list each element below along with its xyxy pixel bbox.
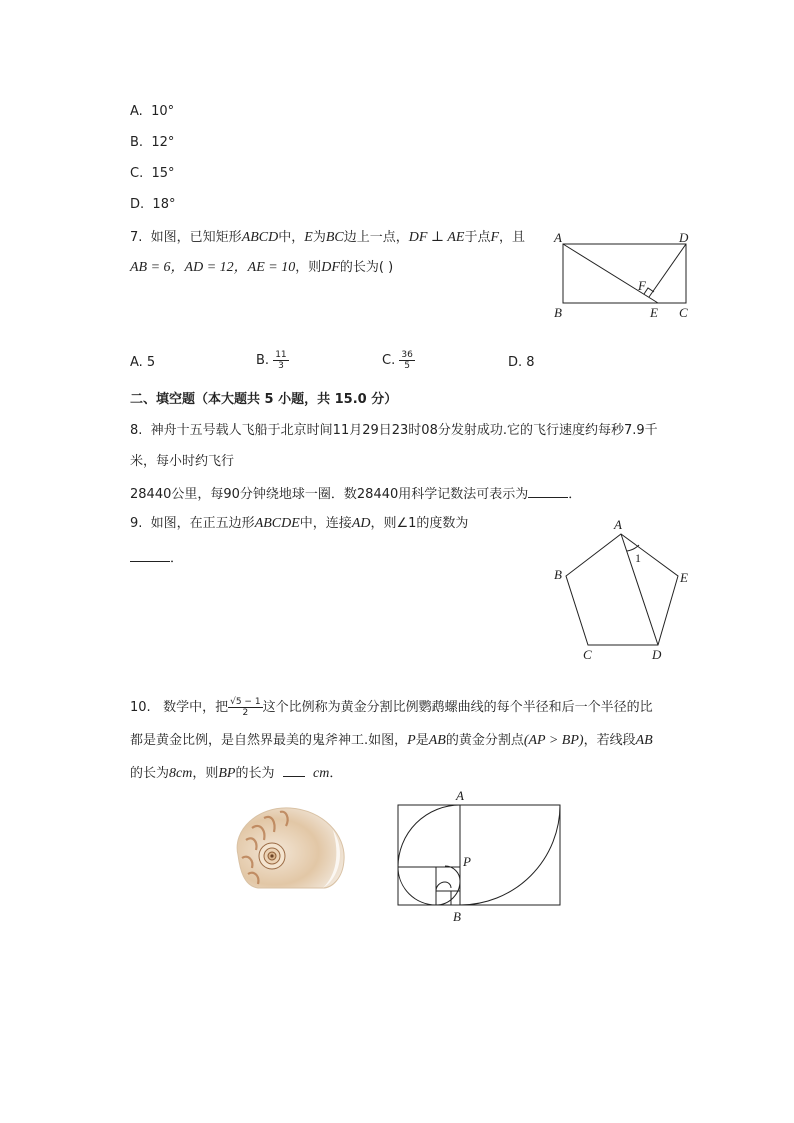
rectangle-abcd — [563, 244, 686, 303]
q6-option-b: B. 12° — [130, 135, 175, 150]
label-b: B — [554, 305, 562, 320]
section-heading-fill-in: 二、填空题（本大题共 5 小题，共 15.0 分） — [130, 392, 398, 407]
q7-rectangle-figure — [550, 228, 700, 323]
q8-answer-blank — [528, 485, 568, 498]
q8-line2: 米，每小时约飞行 — [130, 454, 235, 469]
label-angle-1: 1 — [635, 551, 641, 565]
q7-stem-line1: 7. 如图，已知矩形ABCD中，E为BC边上一点，DF ⊥ AE于点F，且 — [130, 230, 526, 245]
q6-option-c: C. 15° — [130, 166, 175, 181]
label-b: B — [453, 909, 461, 924]
outer-rectangle — [398, 805, 560, 905]
segment-df — [649, 244, 686, 297]
q7-option-c: C. $\frac{36}{5}$ — [382, 350, 413, 371]
label-d: D — [679, 230, 689, 245]
q6-option-a: A. 10° — [130, 104, 175, 119]
q7-option-a: A. 5 — [130, 355, 156, 370]
pentagon-abcde — [566, 534, 678, 645]
q8-line1: 8. 神舟十五号载人飞船于北京时间11月29日23时08分发射成功.它的飞行速度约每秒7.9千 — [130, 423, 658, 438]
q10-line3: 的长为8cm，则BP的长为 cm． — [130, 766, 343, 781]
shell-outline — [237, 808, 344, 888]
label-p: P — [463, 854, 471, 869]
q8-line3: 28440公里，每90分钟绕地球一圈．数28440用科学记数法可表示为 ． — [130, 487, 582, 502]
label-c: C — [583, 647, 592, 662]
label-e: E — [650, 305, 658, 320]
golden-spiral-figure — [390, 785, 570, 930]
q9-stem: 9. 如图，在正五边形ABCDE中，连接AD，则∠1的度数为 — [130, 516, 469, 531]
q10-line1: 10. 数学中，把 $\frac{√5 - 1}{2}$ 这个比例称为黄金分割比例鹦鹉螺曲线的每个半径和后一个半径的比 — [130, 697, 653, 718]
q7-option-d: D. 8 — [508, 355, 535, 370]
q9-answer-line: ． — [130, 549, 183, 567]
q9-answer-blank — [130, 549, 170, 562]
q7-stem-line2: AB = 6，AD = 12，AE = 10，则DF的长为( ) — [130, 260, 394, 275]
label-c: C — [679, 305, 688, 320]
nautilus-shell-image — [228, 800, 352, 895]
q10-answer-blank — [283, 764, 305, 777]
q6-option-d: D. 18° — [130, 197, 176, 212]
q10-line2: 都是黄金比例，是自然界最美的鬼斧神工.如图，P是AB的黄金分割点(AP > BP)，若线段AB — [130, 733, 653, 748]
golden-spiral-curve — [398, 805, 560, 905]
label-d: D — [652, 647, 662, 662]
label-a: A — [614, 517, 622, 532]
q9-pentagon-figure — [548, 514, 698, 664]
segment-ae — [563, 244, 658, 303]
label-b: B — [554, 567, 562, 582]
q7-option-b: B. $\frac{11}{3}$ — [256, 350, 287, 371]
golden-spiral-inner — [436, 882, 451, 891]
label-e: E — [680, 570, 688, 585]
label-a: A — [554, 230, 562, 245]
shell-spiral-core — [270, 854, 273, 857]
label-f: F — [638, 278, 646, 293]
label-a: A — [456, 788, 464, 803]
